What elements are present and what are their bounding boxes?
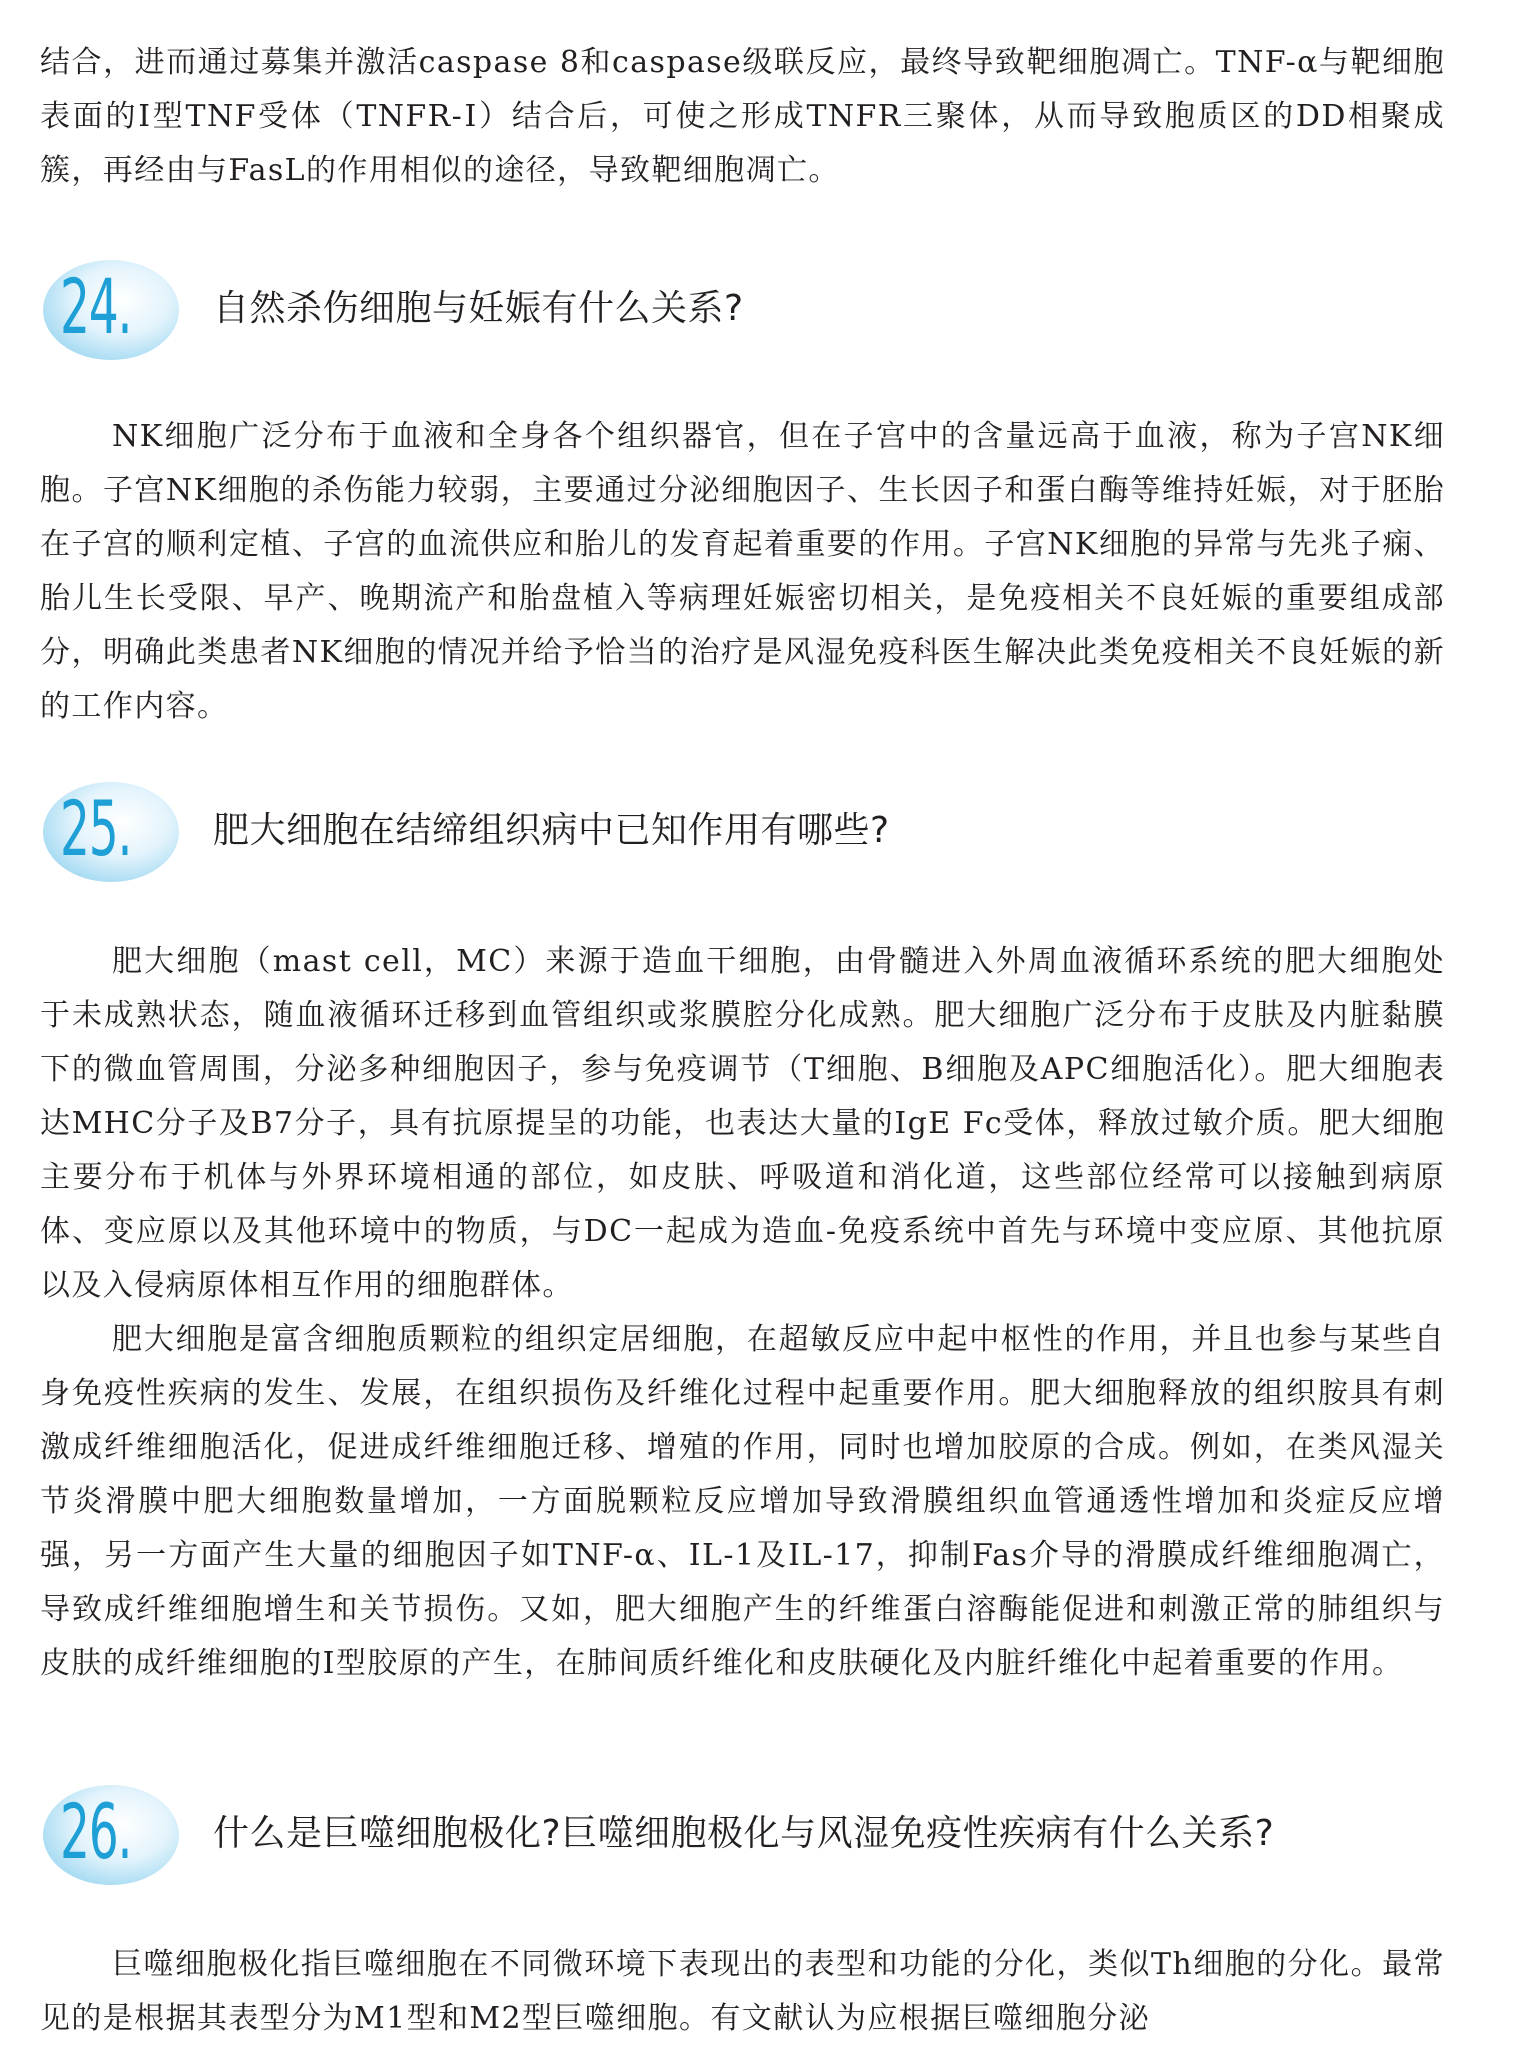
section-number-badge [40,1778,182,1888]
section-26-paragraph-1: 巨噬细胞极化指巨噬细胞在不同微环境下表现出的表型和功能的分化，类似Th细胞的分化。最常见的是根据其表型分为M1型和M2型巨噬细胞。有文献认为应根据巨噬细胞分泌 [40,1947,1445,2036]
intro-paragraph: 结合，进而通过募集并激活caspase 8和caspase级联反应，最终导致靶细胞凋亡。TNF-α与靶细胞表面的Ⅰ型TNF受体（TNFR-Ⅰ）结合后，可使之形成TNFR三聚体，从而导致胞质区的DD相聚成簇，再经由与FasL的作用相似的途径，导致靶细胞凋亡。 [40,45,1445,188]
section-26-header [40,1778,1480,1898]
section-title: 什么是巨噬细胞极化?巨噬细胞极化与风湿免疫性疾病有什么关系? [213,1813,1275,1854]
section-24-header [40,253,1480,373]
section-number-badge [40,775,182,885]
section-25-header [40,775,1480,895]
section-25-paragraph-2: 肥大细胞是富含细胞质颗粒的组织定居细胞，在超敏反应中起中枢性的作用，并且也参与某些自身免疫性疾病的发生、发展，在组织损伤及纤维化过程中起重要作用。肥大细胞释放的组织胺具有刺激成纤维细胞活化，促进成纤维细胞迁移、增殖的作用，同时也增加胶原的合成。例如，在类风湿关节炎滑膜中肥大细胞数量增加，一方面脱颗粒反应增加导致滑膜组织血管通透性增加和炎症反应增强，另一方面产生大量的细胞因子如TNF-α、IL-1及IL-17，抑制Fas介导的滑膜成纤维细胞凋亡，导致成纤维细胞增生和关节损伤。又如，肥大细胞产生的纤维蛋白溶酶能促进和刺激正常的肺组织与皮肤的成纤维细胞的Ⅰ型胶原的产生，在肺间质纤维化和皮肤硬化及内脏纤维化中起着重要的作用。 [40,1322,1445,1681]
section-number: 25. [60,784,132,873]
section-number: 24. [60,262,132,351]
section-25-paragraph-1: 肥大细胞（mast cell，MC）来源于造血干细胞，由骨髓进入外周血液循环系统的肥大细胞处于未成熟状态，随血液循环迁移到血管组织或浆膜腔分化成熟。肥大细胞广泛分布于皮肤及内脏黏膜下的微血管周围，分泌多种细胞因子，参与免疫调节（T细胞、B细胞及APC细胞活化）。肥大细胞表达MHC分子及B7分子，具有抗原提呈的功能，也表达大量的IgE Fc受体，释放过敏介质。肥大细胞主要分布于机体与外界环境相通的部位，如皮肤、呼吸道和消化道，这些部位经常可以接触到病原体、变应原以及其他环境中的物质，与DC一起成为造血-免疫系统中首先与环境中变应原、其他抗原以及入侵病原体相互作用的细胞群体。 [40,944,1445,1303]
section-title: 自然杀伤细胞与妊娠有什么关系? [213,288,744,329]
section-24-paragraph-1: NK细胞广泛分布于血液和全身各个组织器官，但在子宫中的含量远高于血液，称为子宫NK细胞。子宫NK细胞的杀伤能力较弱，主要通过分泌细胞因子、生长因子和蛋白酶等维持妊娠，对于胚胎在子宫的顺利定植、子宫的血流供应和胎儿的发育起着重要的作用。子宫NK细胞的异常与先兆子痫、胎儿生长受限、早产、晚期流产和胎盘植入等病理妊娠密切相关，是免疫相关不良妊娠的重要组成部分，明确此类患者NK细胞的情况并给予恰当的治疗是风湿免疫科医生解决此类免疫相关不良妊娠的新的工作内容。 [40,419,1445,724]
section-number-badge [40,253,182,363]
section-title: 肥大细胞在结缔组织病中已知作用有哪些? [213,810,890,851]
section-number: 26. [60,1787,132,1876]
